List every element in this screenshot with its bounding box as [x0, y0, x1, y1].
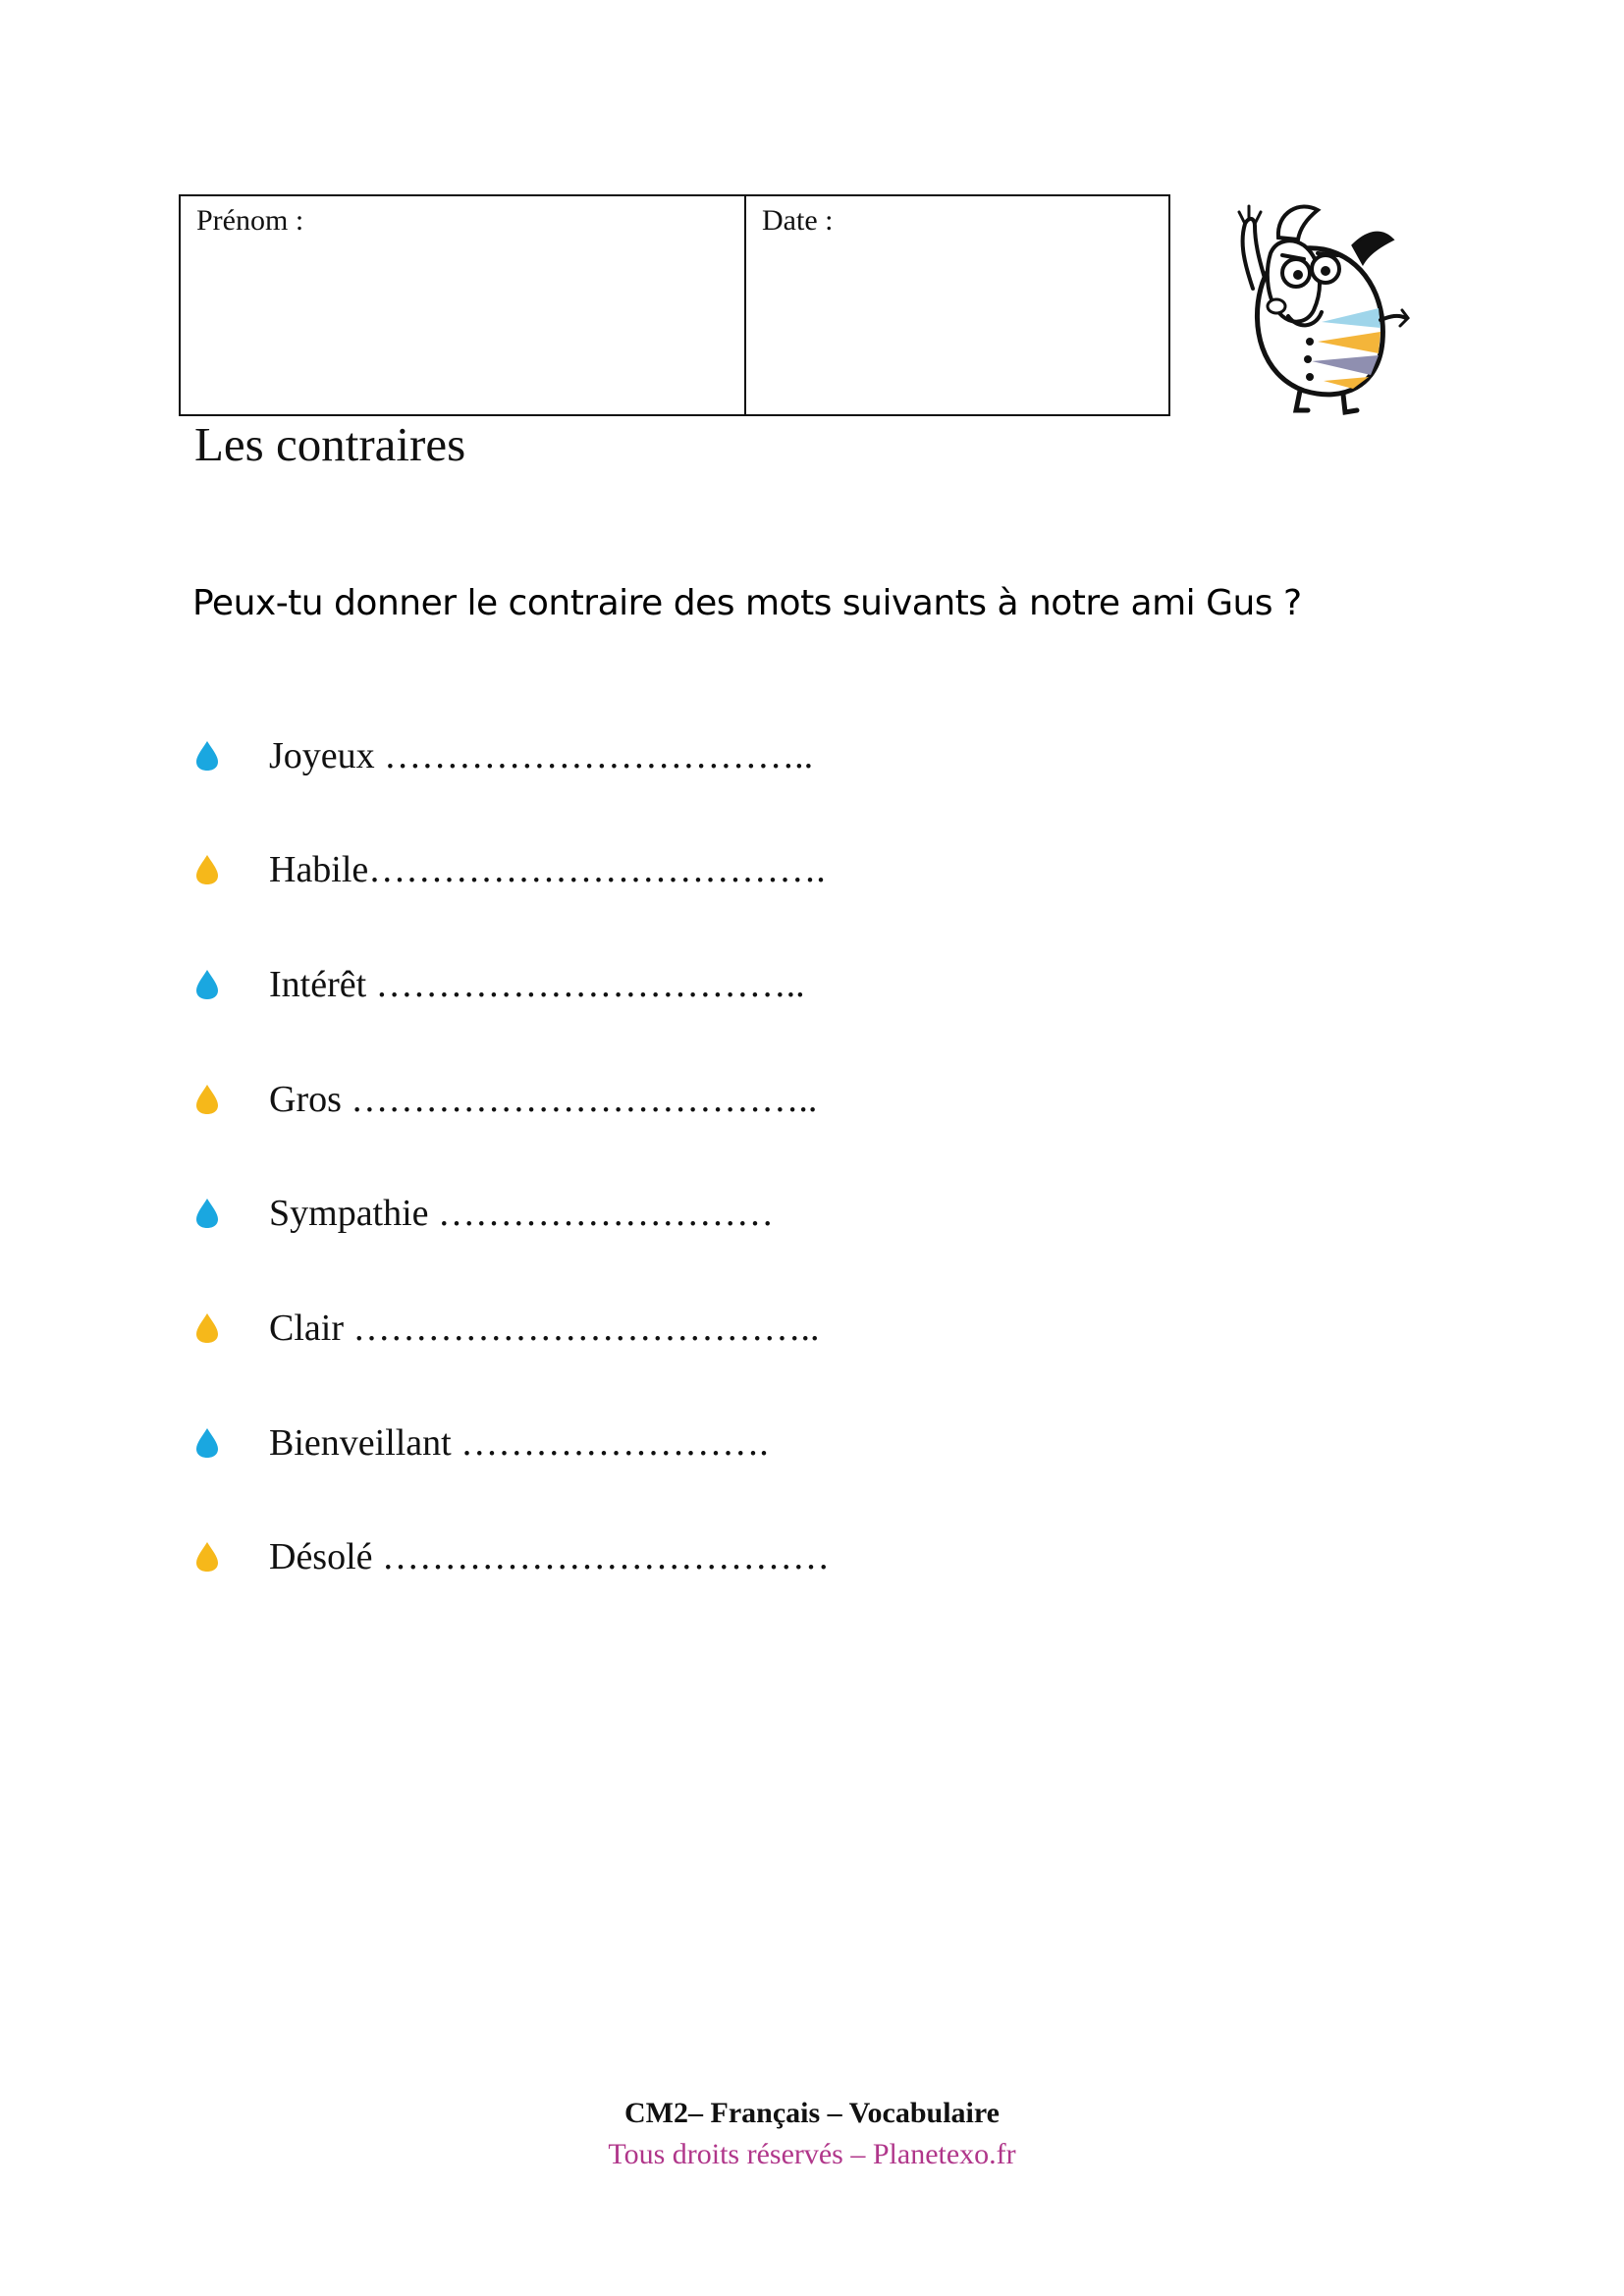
list-item: [192, 955, 805, 1014]
word-with-blank: Intérêt ……………………………..: [269, 964, 805, 1005]
prenom-label: Prénom :: [196, 204, 304, 237]
date-label: Date :: [762, 204, 834, 237]
drop-bullet-icon: [192, 739, 222, 773]
drop-bullet-icon: [192, 1083, 222, 1116]
list-item: [192, 1299, 819, 1358]
footer-copyright: Tous droits réservés – Planetexo.fr: [608, 2138, 1016, 2170]
list-item: [192, 1070, 817, 1129]
list-item: [192, 1527, 830, 1586]
prenom-field[interactable]: [181, 196, 746, 414]
footer-subject: CM2– Français – Vocabulaire: [624, 2097, 1000, 2129]
list-item: [192, 726, 813, 785]
word-with-blank: Sympathie ………………………: [269, 1193, 775, 1234]
drop-bullet-icon: [192, 1197, 222, 1230]
list-item: [192, 840, 826, 899]
list-item: [192, 1184, 774, 1243]
word-with-blank: Habile……………………………….: [269, 849, 826, 890]
drop-bullet-icon: [192, 1540, 222, 1574]
drop-bullet-icon: [192, 1426, 222, 1460]
word-with-blank: Joyeux ……………………………..: [269, 735, 814, 776]
list-item: [192, 1414, 769, 1472]
word-with-blank: Clair ………………………………..: [269, 1308, 820, 1349]
drop-bullet-icon: [192, 853, 222, 886]
gus-mascot-icon: [1206, 194, 1412, 418]
word-with-blank: Gros ………………………………..: [269, 1079, 818, 1120]
drop-bullet-icon: [192, 1311, 222, 1345]
page-title: Les contraires: [194, 417, 466, 471]
word-with-blank: Désolé ………………………………: [269, 1536, 831, 1577]
drop-bullet-icon: [192, 968, 222, 1001]
word-with-blank: Bienveillant …………………….: [269, 1422, 769, 1464]
date-field[interactable]: [746, 196, 1168, 414]
name-date-table: [179, 194, 1170, 416]
instruction-text: Peux-tu donner le contraire des mots suivants à notre ami Gus ?: [192, 583, 1302, 623]
